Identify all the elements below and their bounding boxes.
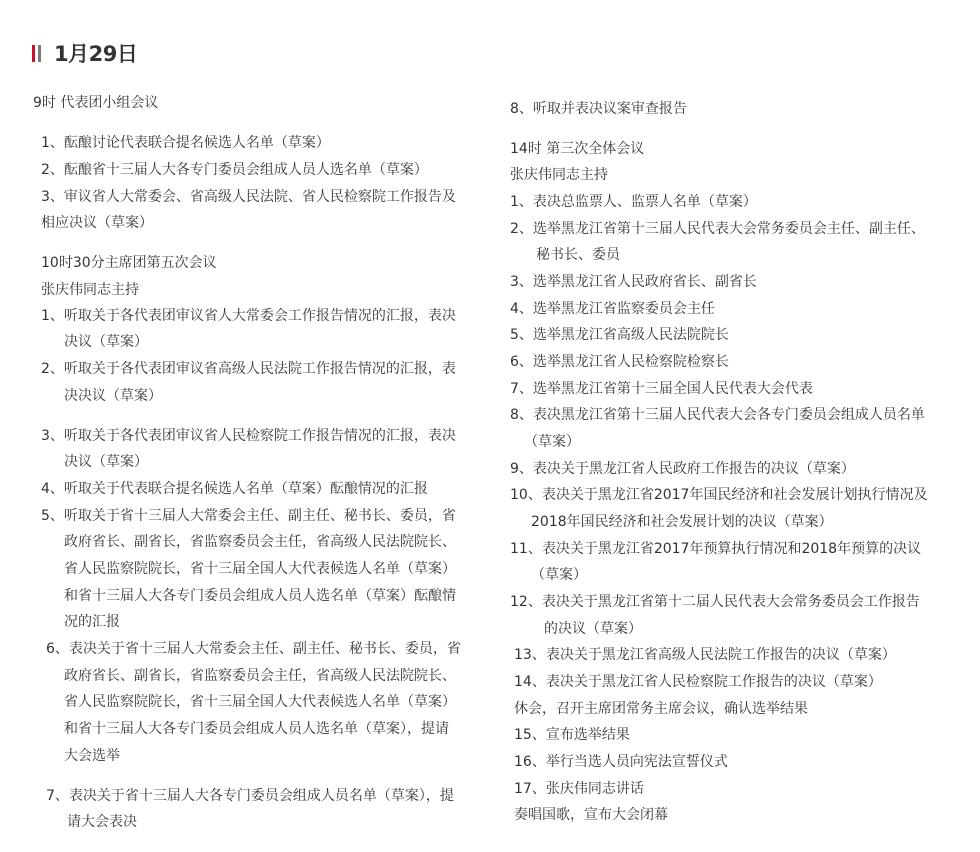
- accent-bar-gray: [38, 45, 41, 62]
- agenda-item-continued: 省人民监察院院长，省十三届全国人大代表候选人名单（草案）: [64, 561, 456, 577]
- agenda-item-continued: 和省十三届人大各专门委员会组成人员人选名单（草案），提请: [64, 721, 449, 737]
- agenda-item: 15、宣布选举结果: [514, 727, 630, 743]
- date-heading: 1月29日: [54, 42, 138, 66]
- agenda-item: 9、表决关于黑龙江省人民政府工作报告的决议（草案）: [510, 461, 855, 477]
- agenda-item: 8、听取并表决议案审查报告: [510, 101, 687, 117]
- agenda-item: 2、选举黑龙江省第十三届人民代表大会常务委员会主任、副主任、: [510, 221, 925, 237]
- agenda-item: 4、听取关于代表联合提名候选人名单（草案）酝酿情况的汇报: [41, 481, 428, 497]
- agenda-note: 休会，召开主席团常务主席会议，确认选举结果: [514, 701, 808, 717]
- agenda-item: 1、表决总监票人、监票人名单（草案）: [510, 194, 757, 210]
- agenda-item-continued: 和省十三届人大各专门委员会组成人员人选名单（草案）酝酿情: [64, 588, 456, 604]
- agenda-item: 2、酝酿省十三届人大各专门委员会组成人员人选名单（草案）: [41, 162, 428, 178]
- agenda-item: 17、张庆伟同志讲话: [514, 781, 644, 797]
- agenda-item: 10、表决关于黑龙江省2017年国民经济和社会发展计划执行情况及: [510, 487, 928, 503]
- agenda-item-continued: 大会选举: [64, 748, 120, 764]
- accent-bar-red: [32, 45, 35, 62]
- agenda-item-continued: 政府省长、副省长，省监察委员会主任，省高级人民法院院长、: [64, 534, 456, 550]
- section-header: [32, 40, 137, 66]
- agenda-item-continued: 秘书长、委员: [536, 247, 620, 263]
- agenda-item: 12、表决关于黑龙江省第十二届人民代表大会常务委员会工作报告: [510, 594, 920, 610]
- agenda-item: 3、选举黑龙江省人民政府省长、副省长: [510, 274, 757, 290]
- agenda-item-continued: 的决议（草案）: [544, 621, 642, 637]
- agenda-item: 13、表决关于黑龙江省高级人民法院工作报告的决议（草案）: [514, 647, 896, 663]
- session-title: 9时 代表团小组会议: [33, 95, 159, 111]
- agenda-item-continued: 相应决议（草案）: [41, 215, 153, 231]
- agenda-item-continued: 决议（草案）: [64, 334, 148, 350]
- session-host: 张庆伟同志主持: [41, 282, 139, 298]
- agenda-item: 1、听取关于各代表团审议省人大常委会工作报告情况的汇报，表决: [41, 308, 456, 324]
- agenda-item: 5、选举黑龙江省高级人民法院院长: [510, 327, 729, 343]
- agenda-item-continued: 决议（草案）: [64, 454, 148, 470]
- agenda-item-continued: 决决议（草案）: [64, 388, 162, 404]
- session-title: 14时 第三次全体会议: [510, 141, 645, 157]
- agenda-item: 8、表决黑龙江省第十三届人民代表大会各专门委员会组成人员名单: [510, 407, 925, 423]
- agenda-item: 14、表决关于黑龙江省人民检察院工作报告的决议（草案）: [514, 674, 882, 690]
- session-title: 10时30分主席团第五次会议: [41, 255, 217, 271]
- agenda-item: 16、举行当选人员向宪法宣誓仪式: [514, 754, 728, 770]
- session-host: 张庆伟同志主持: [510, 167, 608, 183]
- agenda-item: 3、审议省人大常委会、省高级人民法院、省人民检察院工作报告及: [41, 189, 456, 205]
- agenda-note: 奏唱国歌，宣布大会闭幕: [514, 807, 668, 823]
- agenda-item-continued: 省人民监察院院长，省十三届全国人大代表候选人名单（草案）: [64, 694, 456, 710]
- agenda-item: 3、听取关于各代表团审议省人民检察院工作报告情况的汇报，表决: [41, 428, 456, 444]
- agenda-item: 4、选举黑龙江省监察委员会主任: [510, 301, 715, 317]
- agenda-item: 5、听取关于省十三届人大常委会主任、副主任、秘书长、委员，省: [41, 508, 456, 524]
- agenda-item-continued: 请大会表决: [67, 814, 137, 830]
- agenda-item-continued: （草案）: [524, 434, 580, 450]
- agenda-item: 1、酝酿讨论代表联合提名候选人名单（草案）: [41, 135, 330, 151]
- agenda-item-continued: 2018年国民经济和社会发展计划的决议（草案）: [531, 514, 833, 530]
- agenda-item: 2、听取关于各代表团审议省高级人民法院工作报告情况的汇报，表: [41, 361, 456, 377]
- agenda-item: 6、表决关于省十三届人大常委会主任、副主任、秘书长、委员，省: [46, 641, 461, 657]
- agenda-item-continued: 况的汇报: [64, 614, 120, 630]
- agenda-item: 11、表决关于黑龙江省2017年预算执行情况和2018年预算的决议: [510, 541, 922, 557]
- agenda-item-continued: （草案）: [531, 567, 587, 583]
- agenda-item: 7、选举黑龙江省第十三届全国人民代表大会代表: [510, 381, 813, 397]
- agenda-item: 6、选举黑龙江省人民检察院检察长: [510, 354, 729, 370]
- agenda-item: 7、表决关于省十三届人大各专门委员会组成人员名单（草案），提: [46, 788, 454, 804]
- agenda-item-continued: 政府省长、副省长，省监察委员会主任，省高级人民法院院长、: [64, 668, 456, 684]
